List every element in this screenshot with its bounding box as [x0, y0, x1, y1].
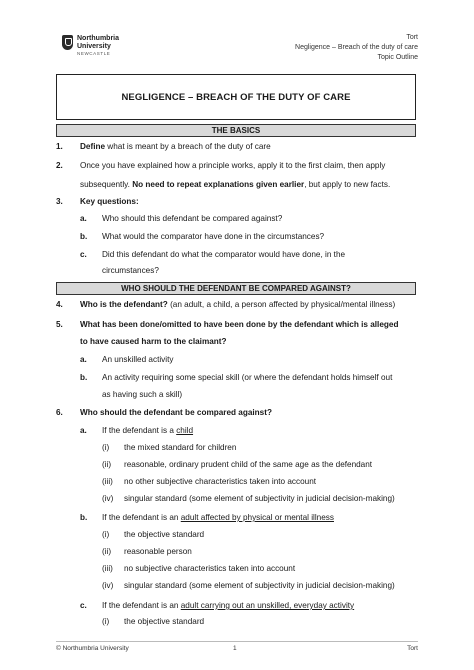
- item-3-sub-b: [80, 232, 325, 242]
- roman-numeral: (i): [102, 443, 110, 452]
- university-crest-icon: [62, 35, 73, 50]
- item-3-label: Key questions:: [80, 197, 139, 206]
- header-topic: Negligence – Breach of the duty of care: [295, 44, 418, 51]
- item-number: 3.: [56, 197, 63, 206]
- item-6-a-iv: [102, 494, 395, 504]
- item-number: 4.: [56, 300, 63, 309]
- sub-text: If the defendant is an: [102, 601, 181, 610]
- sub-letter: a.: [80, 214, 87, 223]
- item-3-sub-c: [80, 250, 346, 260]
- item-5-line-2: to have caused harm to the claimant?: [80, 337, 227, 346]
- item-number: 6.: [56, 408, 63, 417]
- footer-copyright: © Northumbria University: [56, 645, 129, 652]
- item-2-text-c: , but apply to new facts.: [304, 180, 391, 189]
- item-5-sub-b: [80, 373, 393, 383]
- item-6-b-i: [102, 530, 205, 540]
- roman-numeral: (i): [102, 617, 110, 626]
- item-2-bold: No need to repeat explanations given earlier: [132, 180, 305, 189]
- list-item-6: [56, 408, 272, 418]
- footer-divider: [56, 641, 418, 642]
- section-heading-comparator: WHO SHOULD THE DEFENDANT BE COMPARED AGAINST?: [56, 282, 416, 295]
- list-item-2: [56, 161, 386, 171]
- sub-letter: a.: [80, 355, 87, 364]
- footer-subject: Tort: [407, 645, 418, 652]
- roman-text: singular standard (some element of subjectivity in judicial decision-making): [124, 581, 395, 590]
- list-item-3: [56, 197, 139, 207]
- item-6-b-ii: [102, 547, 192, 557]
- item-number: 5.: [56, 320, 63, 329]
- item-6-a-ii: [102, 460, 373, 470]
- item-6-label: Who should the defendant be compared against?: [80, 408, 272, 417]
- footer-page-number: 1: [233, 645, 237, 652]
- roman-numeral: (iv): [102, 494, 114, 503]
- roman-numeral: (iii): [102, 564, 113, 573]
- item-2-line-2: [80, 180, 390, 190]
- header-doc-type: Topic Outline: [377, 54, 418, 61]
- item-3-sub-a: [80, 214, 283, 224]
- roman-numeral: (i): [102, 530, 110, 539]
- sub-text: Who should this defendant be compared against?: [102, 214, 283, 223]
- sub-text: An activity requiring some special skill (or where the defendant holds himself out: [102, 373, 393, 382]
- logo-line-2: University: [77, 43, 111, 50]
- logo-line-3: NEWCASTLE: [77, 51, 111, 56]
- header-subject: Tort: [406, 34, 418, 41]
- roman-text: the objective standard: [124, 530, 205, 539]
- roman-text: reasonable, ordinary prudent child of the same age as the defendant: [124, 460, 373, 469]
- item-6-b-iii: [102, 564, 296, 574]
- roman-text: the mixed standard for children: [124, 443, 237, 452]
- item-4-text: (an adult, a child, a person affected by physical/mental illness): [167, 300, 396, 309]
- item-2-text-a: subsequently.: [80, 180, 133, 189]
- roman-numeral: (iv): [102, 581, 114, 590]
- logo-line-1: Northumbria: [77, 35, 119, 42]
- sub-text-underlined: adult carrying out an unskilled, everyday activity: [180, 601, 355, 610]
- item-4-bold: Who is the defendant?: [80, 300, 168, 309]
- item-6-c-i: [102, 617, 205, 627]
- item-6-sub-a: [80, 426, 194, 436]
- sub-letter: b.: [80, 232, 88, 241]
- roman-numeral: (ii): [102, 460, 112, 469]
- item-5-sub-a: [80, 355, 174, 365]
- sub-letter: a.: [80, 426, 87, 435]
- sub-text: What would the comparator have done in the circumstances?: [102, 232, 325, 241]
- roman-text: the objective standard: [124, 617, 205, 626]
- item-6-sub-c: [80, 601, 355, 611]
- sub-text: An unskilled activity: [102, 355, 174, 364]
- sub-text: If the defendant is an: [102, 513, 181, 522]
- sub-text: Did this defendant do what the comparator would have done, in the: [102, 250, 346, 259]
- section-heading-basics: THE BASICS: [56, 124, 416, 137]
- item-5-sub-b-line-2: as having such a skill): [102, 390, 183, 399]
- list-item-1: [56, 142, 271, 152]
- item-number: 1.: [56, 142, 63, 151]
- roman-text: no subjective characteristics taken into account: [124, 564, 296, 573]
- document-title: NEGLIGENCE – BREACH OF THE DUTY OF CARE: [56, 74, 416, 120]
- roman-text: reasonable person: [124, 547, 192, 556]
- roman-text: singular standard (some element of subjectivity in judicial decision-making): [124, 494, 395, 503]
- roman-numeral: (ii): [102, 547, 112, 556]
- roman-text: no other subjective characteristics taken into account: [124, 477, 317, 486]
- item-6-b-iv: [102, 581, 395, 591]
- item-6-a-iii: [102, 477, 317, 487]
- sub-text-underlined: child: [176, 426, 194, 435]
- item-5-line-1: What has been done/omitted to have been done by the defendant which is alleged: [80, 320, 399, 329]
- list-item-5: [56, 320, 399, 330]
- item-2-line-1: Once you have explained how a principle works, apply it to the first claim, then apply: [80, 161, 386, 170]
- item-number: 2.: [56, 161, 63, 170]
- item-1-bold: Define: [80, 142, 106, 151]
- sub-letter: b.: [80, 373, 88, 382]
- sub-letter: c.: [80, 250, 87, 259]
- sub-letter: c.: [80, 601, 87, 610]
- list-item-4: [56, 300, 396, 310]
- sub-letter: b.: [80, 513, 88, 522]
- item-6-a-i: [102, 443, 237, 453]
- sub-text-underlined: adult affected by physical or mental illness: [180, 513, 334, 522]
- item-6-sub-b: [80, 513, 334, 523]
- item-1-text: what is meant by a breach of the duty of care: [105, 142, 271, 151]
- roman-numeral: (iii): [102, 477, 113, 486]
- sub-text: If the defendant is a: [102, 426, 177, 435]
- item-3-sub-c-line-2: circumstances?: [102, 266, 159, 275]
